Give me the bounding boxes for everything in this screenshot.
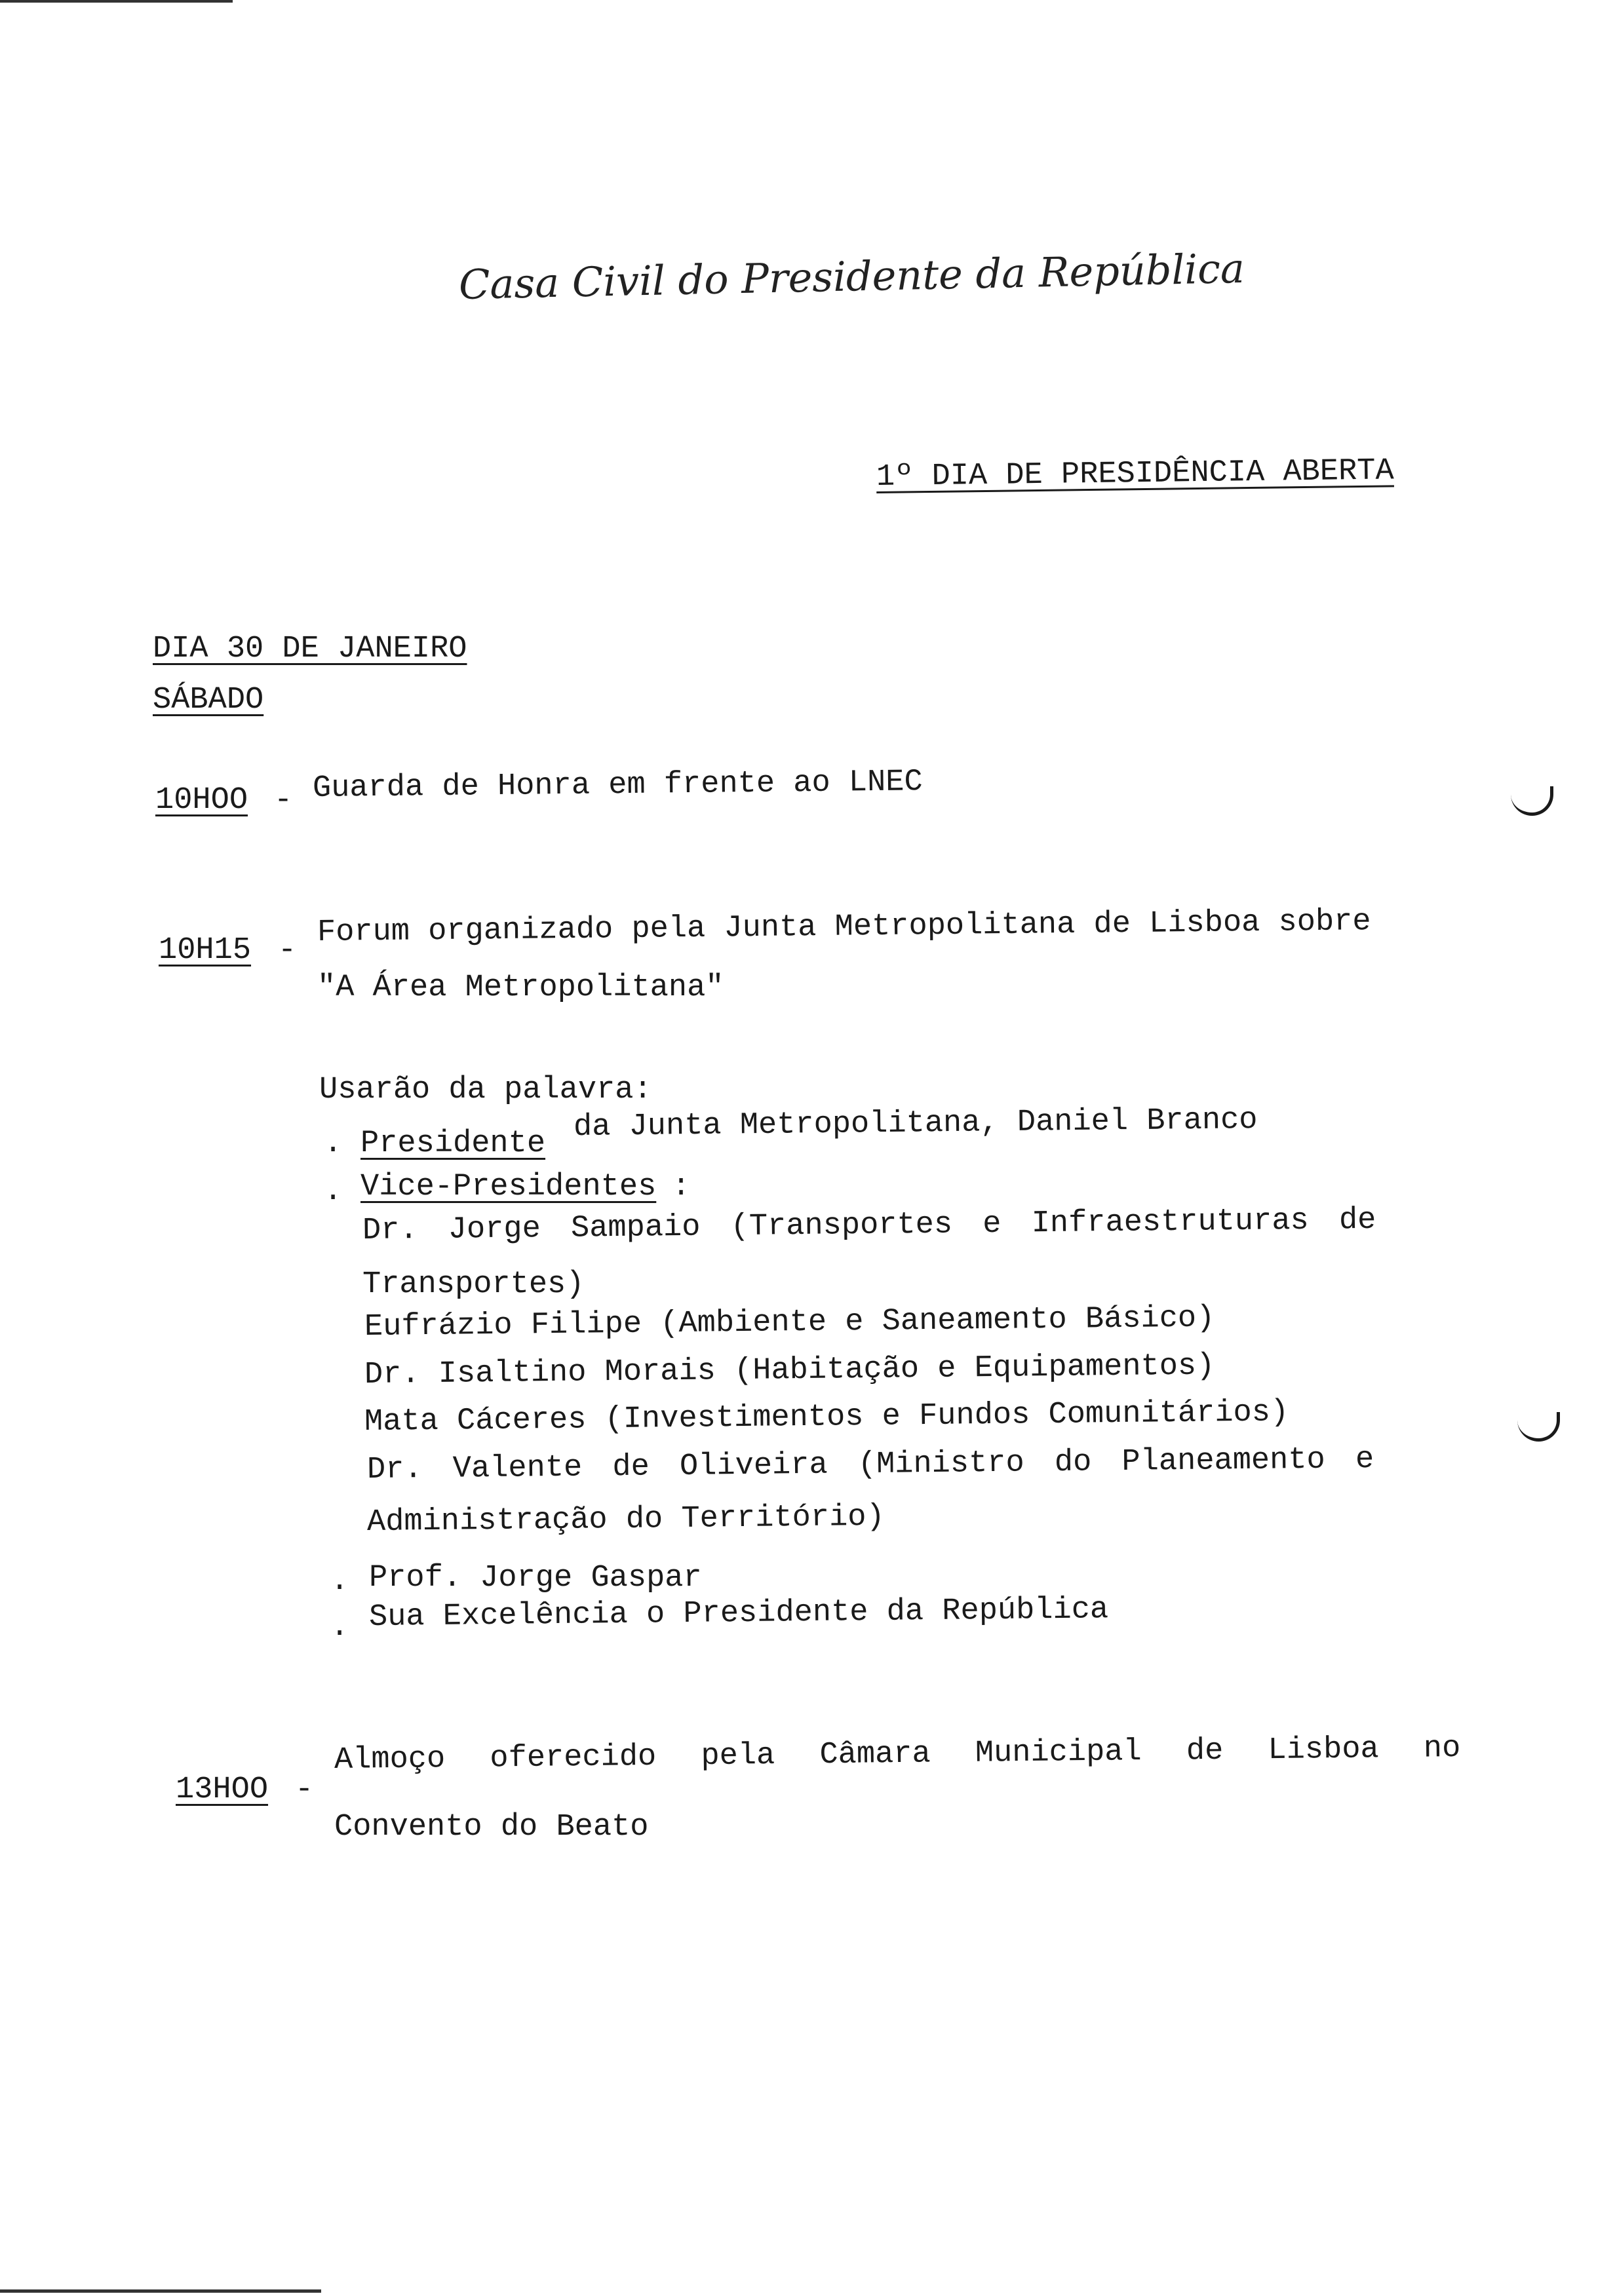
date-weekday: SÁBADO — [153, 683, 264, 718]
vice-president-line: Dr. Valente de Oliveira (Ministro do Planeamento e — [366, 1442, 1374, 1487]
president-text: da Junta Metropolitana, Daniel Branco — [573, 1103, 1258, 1145]
event-description: Almoço oferecido pela Câmara Municipal de Lisboa no — [334, 1731, 1461, 1778]
event-separator: - — [295, 1772, 314, 1807]
bullet: . — [330, 1564, 349, 1599]
vice-president-line: Dr. Jorge Sampaio (Transportes e Infraestruturas de — [362, 1202, 1376, 1248]
speaker: Prof. Jorge Gaspar — [369, 1561, 702, 1596]
speakers-intro: Usarão da palavra: — [319, 1073, 652, 1107]
event-separator: - — [278, 933, 297, 968]
check-mark-icon — [1511, 786, 1553, 816]
president-role: Presidente — [360, 1126, 546, 1161]
scan-edge-top — [0, 0, 233, 3]
event-description: Forum organizado pela Junta Metropolitana de Lisboa sobre — [317, 904, 1371, 950]
vice-president-line: Transportes) — [362, 1267, 585, 1302]
scan-edge-bottom — [0, 2289, 321, 2293]
speaker: Sua Excelência o Presidente da República — [368, 1592, 1109, 1635]
vice-presidents-label: Vice-Presidentes — [360, 1170, 657, 1204]
event-time: 10HOO — [155, 783, 248, 818]
vice-president-line: Mata Cáceres (Investimentos e Fundos Comunitários) — [364, 1395, 1289, 1440]
bullet: . — [330, 1610, 349, 1645]
event-description: "A Área Metropolitana" — [317, 970, 724, 1005]
page-heading: 1º DIA DE PRESIDÊNCIA ABERTA — [876, 453, 1394, 495]
bullet: . — [324, 1174, 343, 1209]
vice-president-line: Administração do Território) — [366, 1499, 885, 1540]
event-description: Guarda de Honra em frente ao LNEC — [312, 765, 923, 806]
vice-president-line: Dr. Isaltino Morais (Habitação e Equipamentos) — [364, 1349, 1215, 1392]
bullet: . — [324, 1126, 343, 1161]
letterhead: Casa Civil do Presidente da República — [458, 244, 1245, 309]
event-time: 13HOO — [176, 1772, 269, 1807]
event-separator: - — [274, 783, 293, 818]
event-description: Convento do Beato — [334, 1810, 649, 1845]
check-mark-icon — [1517, 1412, 1560, 1442]
date-day: DIA 30 DE JANEIRO — [153, 632, 467, 666]
vice-presidents-colon: : — [672, 1170, 691, 1204]
vice-president-line: Eufrázio Filipe (Ambiente e Saneamento Básico) — [364, 1301, 1215, 1345]
event-time: 10H15 — [159, 933, 252, 968]
